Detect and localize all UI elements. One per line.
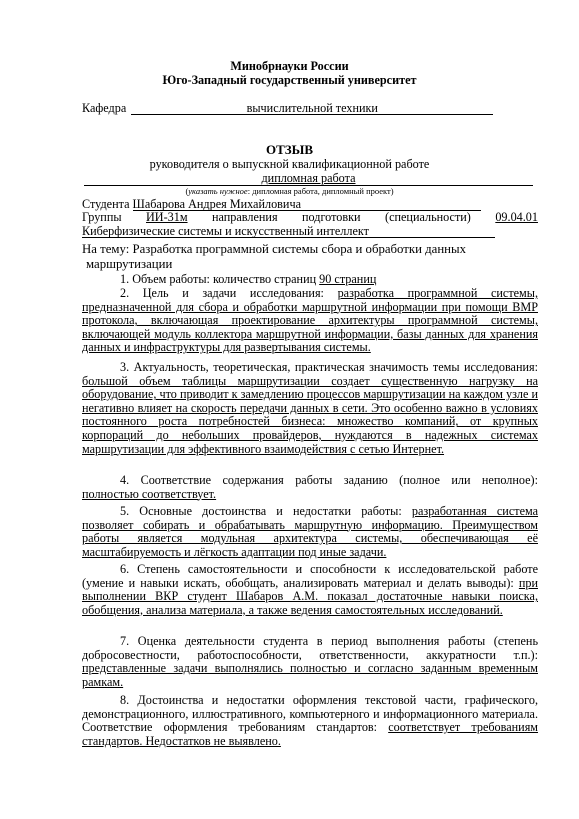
item-number: 4. (120, 473, 130, 487)
item-question: Достоинства и недостатки оформления текстовой части, графического, демонстрационного, иллюстративного, компьютерного и информационного материала. Соответствие оформления требованиям стандартов: (82, 693, 538, 735)
item-number: 6. (120, 562, 130, 576)
student-label: Студента (82, 197, 130, 211)
item-answer: полностью соответствует. (82, 486, 217, 501)
review-item-5 (82, 505, 538, 559)
review-item-4 (82, 474, 538, 501)
item-number: 2. (120, 286, 130, 300)
topic-line-2: маршрутизации (86, 257, 173, 271)
item-answer: большой объем таблицы маршрутизации создает существенную нагрузку на оборудование, что приводит к замедлению процессов маршрутизации на каждом узле и негативно влияет на скорость передачи данных в сети. Это особенно важно в условиях постоянного роста потребностей бизнеса: множество компаний, от крупных корпораций до небольших провайдеров, нуждаются в надежных системах маршрутизации для эффективного взаимодействия с сетью Интернет. (82, 373, 538, 456)
item-number: 8. (120, 693, 130, 707)
item-question: Объем работы: количество страниц (132, 272, 317, 286)
group-label: Группы (82, 210, 122, 224)
department-value: вычислительной техники (131, 102, 493, 115)
department-line (82, 102, 502, 116)
item-number: 1. (120, 272, 130, 286)
review-item-3 (82, 361, 538, 456)
student-name: Шабарова Андрея Михайловича (133, 198, 481, 211)
direction-word-2: подготовки (302, 210, 361, 224)
item-number: 3. (120, 360, 130, 374)
specialty-value: Киберфизические системы и искусственный интеллект (82, 225, 495, 238)
group-line (82, 211, 538, 225)
item-answer: представленные задачи выполнялись полностью и согласно заданным временным рамкам. (82, 661, 538, 689)
review-item-8 (82, 694, 538, 748)
work-type-note-rest: : дипломная работа, дипломный проект) (247, 186, 394, 196)
document-title: ОТЗЫВ (265, 142, 314, 157)
group-value: ИИ-31м (146, 210, 188, 224)
direction-word-1: направления (212, 210, 278, 224)
review-item-7 (82, 635, 538, 689)
item-number: 7. (120, 634, 130, 648)
work-type-note-italic: указать нужное (188, 186, 248, 196)
item-question: Актуальность, теоретическая, практическая значимость темы исследования: (133, 360, 539, 374)
item-answer: при выполнении ВКР студент Шабаров А.М. показал достаточные навыки поиска, обобщения, анализа материала, а также ведения самостоятельных исследований. (82, 575, 538, 617)
work-type-value: дипломная работа (261, 171, 356, 185)
department-label: Кафедра (82, 101, 127, 115)
item-question: Основные достоинства и недостатки работы: (139, 504, 402, 518)
item-number: 5. (120, 504, 130, 518)
topic-line-1: На тему: Разработка программной системы сбора и обработки данных (82, 242, 467, 256)
item-question: Цель и задачи исследования: (142, 286, 324, 300)
item-question: Степень самостоятельности и способности к исследовательской работе (умение и навыки искать, обобщать, анализировать материал и делать выводы): (82, 562, 538, 590)
university-name: Юго-Западный государственный университет (162, 73, 417, 87)
item-answer: разработка программной системы, предназначенной для сбора и обработки маршрутной информации при помощи ВМР протокола, включающая проектирование архитектуры программной системы, включающей модуль коллектора маршрутной информации, базы данных для хранения данных и инфраструктуры для развертывания системы. (82, 286, 538, 355)
item-question: Оценка деятельности студента в период выполнения работы (степень добросовестности, работоспособности, ответственности, аккуратности т.п.): (82, 634, 538, 662)
item-question: Соответствие содержания работы заданию (полное или неполное): (140, 473, 538, 487)
ministry-name: Минобрнауки России (230, 59, 349, 73)
item-answer: соответствует требованиям стандартов. Недостатков не выявлено. (82, 720, 539, 748)
review-item-6 (82, 563, 538, 617)
review-item-1 (82, 273, 538, 287)
item-answer: 90 страниц (319, 272, 377, 286)
review-item-2 (82, 287, 538, 355)
work-type-field (84, 172, 533, 186)
direction-code: 09.04.01 (495, 210, 538, 224)
document-subtitle: руководителя о выпускной квалификационной работе (149, 157, 430, 171)
work-type-note: (указать нужное: дипломная работа, дипломный проект) (185, 186, 394, 196)
item-answer: разработанная система позволяет собирать и обрабатывать маршрутную информацию. Преимуществом работы является модульная архитектура системы, обеспечивающая её масштабируемость и лёгкость адаптации под иные задачи. (82, 504, 539, 559)
direction-word-3: (специальности) (385, 210, 471, 224)
